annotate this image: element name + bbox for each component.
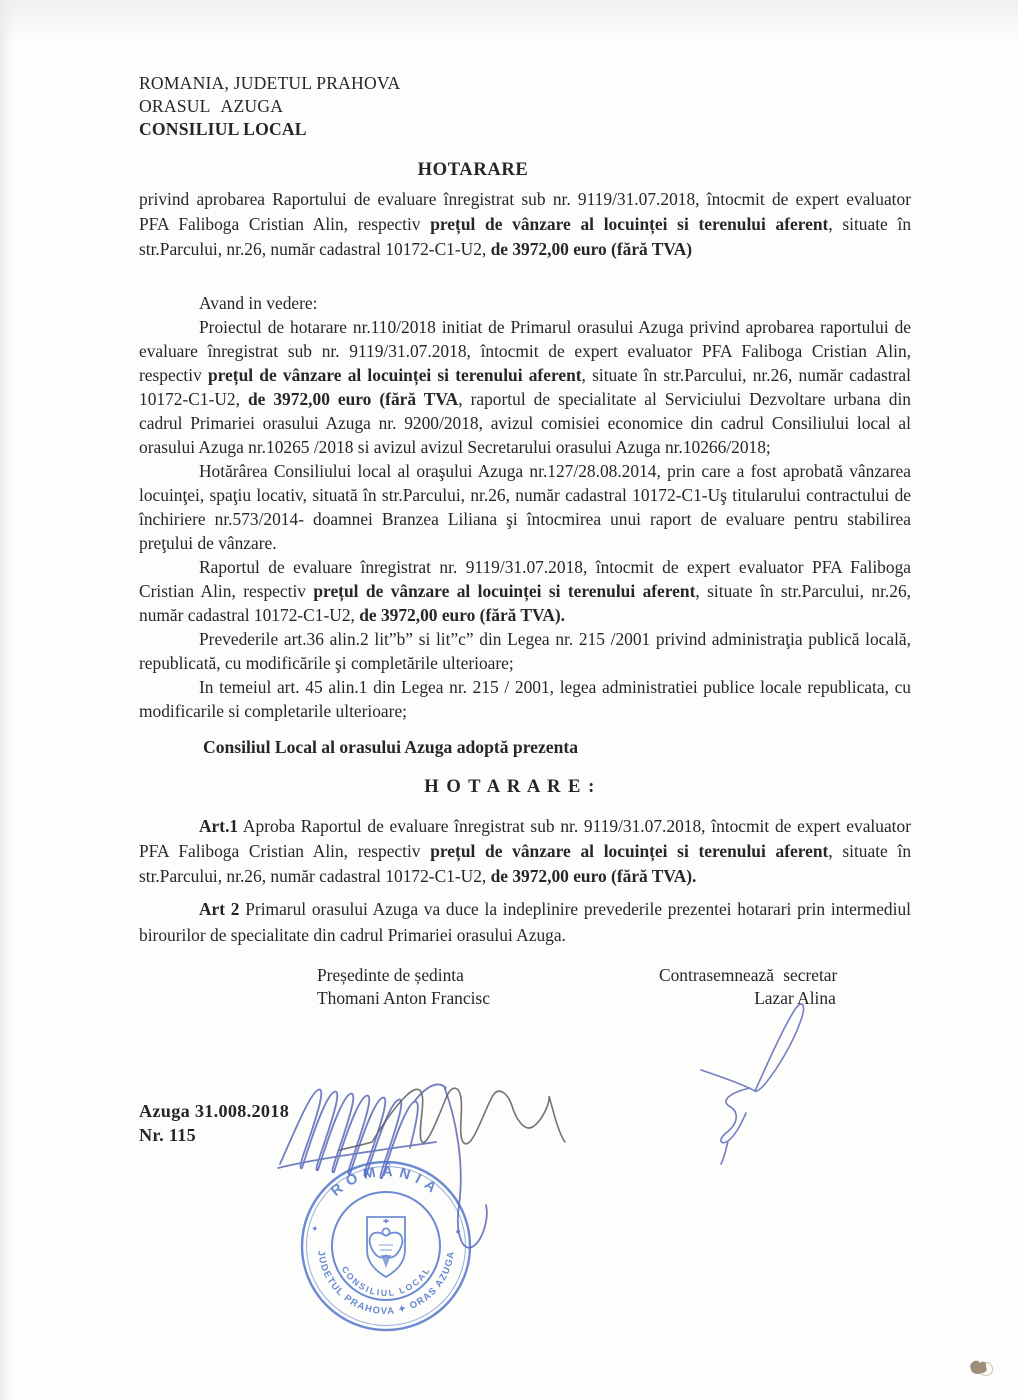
recital-text-bold: de 3972,00 euro (fără TVA <box>247 388 459 409</box>
recital-draft-decision <box>139 315 911 459</box>
recital-text-bold: de 3972,00 euro (fără TVA). <box>359 604 566 625</box>
article-text-bold: prețul de vânzare al locuinței si terenului aferent <box>430 841 829 862</box>
decision-heading: H O T A R A R E : <box>424 775 596 797</box>
secretary-signature-block <box>659 964 911 1011</box>
recital-text: Raportul de evaluare înregistrat nr. 9119/31.07.2018, întocmit de expert evaluator PFA Faliboga Cristian Alin, respectiv <box>139 556 911 601</box>
article-text: , situate în str.Parcului, nr.26, număr cadastral 10172-C1-U2, <box>139 841 912 887</box>
president-title: Președinte de ședinta <box>317 964 464 985</box>
recital-legal-basis <box>139 675 911 723</box>
recital-evaluation-report <box>139 555 911 627</box>
article-text: Primarul orasului Azuga va duce la indeplinire prevederile prezentei hotarari prin intermediul birourilor de specialitate din cadrul Primariei orasului Azuga. <box>139 899 911 945</box>
recital-text: Avand in vedere: <box>199 292 318 313</box>
letterhead-council: CONSILIUL LOCAL <box>139 119 307 139</box>
article-label: Art.1 <box>199 815 239 836</box>
scan-stain-artifact <box>962 1352 998 1386</box>
stamp-star-right: ✦ <box>451 1227 464 1237</box>
intro-seg-bold: prețul de vânzare al locuinței si terenului aferent <box>430 214 829 235</box>
stamp-second-ring <box>307 1167 466 1326</box>
recital-text: , raportul de specialitate al Serviciului Dezvoltare urbana din cadrul Primariei orasului Azuga nr. 9200/2018, avizul comisiei economice din cadrul Consiliului local al orasului Azuga nr.10265 /2018 si avizul avizul Secretarului orasului Azuga nr.10266/2018; <box>139 388 911 457</box>
president-signature-block <box>139 964 490 1011</box>
recital-text: Proiectul de hotarare nr.110/2018 initiat de Primarul orasului Azuga privind aprobarea raportului de evaluare înregistrat sub nr. 9119/31.07.2018, întocmit de expert evaluator PFA Faliboga Cristian Alin, respectiv <box>139 316 911 385</box>
article-label: Art 2 <box>199 899 240 920</box>
stamp-outer-ring <box>302 1162 470 1330</box>
adoption-line: Consiliul Local al orasului Azuga adoptă prezenta <box>203 736 579 757</box>
council-stamp <box>297 1157 475 1335</box>
article-1 <box>139 814 911 890</box>
intro-paragraph <box>139 187 911 263</box>
stamp-country-text: ROMÂNIA <box>328 1163 444 1200</box>
stamp-coat-of-arms <box>367 1217 405 1277</box>
svg-text:✦ <box>452 1227 463 1237</box>
recital-text: In temeiul art. 45 alin.1 din Legea nr. 215 / 2001, legea administratiei publice locale republicata, cu modificarile si completarile ulterioare; <box>139 676 911 721</box>
recital-council-decision <box>139 459 911 555</box>
document-title: HOTARARE <box>417 159 529 180</box>
secretary-title: Contrasemnează secretar <box>659 964 838 985</box>
svg-text:✦ <box>309 1223 321 1233</box>
letterhead-city: ORASUL AZUGA <box>139 96 284 116</box>
recital-text: , situate în str.Parcului, nr.26, număr cadastral 10172-C1-U2, <box>139 580 911 625</box>
secretary-name: Lazar Alina <box>754 988 836 1009</box>
stamp-inner-ring <box>332 1192 440 1300</box>
stamp-star-left: ✦ <box>309 1223 321 1234</box>
footer-place-date: Azuga 31.008.2018 <box>139 1100 290 1121</box>
intro-seg-bold: de 3972,00 euro (fără TVA) <box>490 239 693 260</box>
stamp-county-text: JUDETUL PRAHOVA ✦ ORAS AZUGA <box>315 1249 457 1318</box>
document-content <box>139 72 911 1147</box>
recital-text: , situate în str.Parcului, nr.26, număr cadastral 10172-C1-U2, <box>139 364 911 409</box>
recital-law-provisions <box>139 627 911 675</box>
recital-text: Prevederile art.36 alin.2 lit”b” si lit”c” din Legea nr. 215 /2001 privind administraţia publică locală, republicată, cu modificările şi completările ulterioare; <box>139 628 911 673</box>
footer-number: Nr. 115 <box>139 1124 197 1145</box>
intro-seg: privind aprobarea Raportului de evaluare înregistrat sub nr. 9119/31.07.2018, întocmit de expert evaluator PFA Faliboga Cristian Alin, respectiv <box>139 189 911 235</box>
recital-text-bold: prețul de vânzare al locuinței si terenului aferent <box>313 580 696 601</box>
article-2 <box>139 897 911 947</box>
recital-text: Hotărârea Consiliului local al oraşului Azuga nr.127/28.08.2014, prin care a fost aprobată vânzarea locuinţei, spaţiu locativ, situată în str.Parcului, nr.26, număr cadastral 10172-C1-Uş titularului contractului de închiriere nr.573/2014- doamnei Branzea Liliana şi întocmirea unui raport de evaluare pentru stabilirea preţului de vânzare. <box>139 460 911 553</box>
article-text-bold: de 3972,00 euro (fără TVA). <box>490 866 697 887</box>
svg-text:CONSILIUL LOCAL <box>340 1264 433 1298</box>
recital-having-regard <box>139 291 911 315</box>
svg-text:ROMÂNIA <box>328 1162 444 1200</box>
article-text: Aproba Raportul de evaluare înregistrat sub nr. 9119/31.07.2018, întocmit de expert evaluator PFA Faliboga Cristian Alin, respectiv <box>139 815 911 862</box>
signature-row <box>139 964 911 1011</box>
recitals-block <box>139 291 911 723</box>
stamp-council-text: CONSILIUL LOCAL <box>339 1264 433 1299</box>
footer-block <box>139 1099 911 1147</box>
intro-seg: , situate în str.Parcului, nr.26, număr cadastral 10172-C1-U2, <box>139 214 912 260</box>
recital-text-bold: prețul de vânzare al locuinței si terenului aferent <box>207 364 582 385</box>
letterhead-country: ROMANIA, JUDETUL PRAHOVA <box>139 73 401 93</box>
president-name: Thomani Anton Francisc <box>317 988 490 1009</box>
letterhead <box>139 72 911 141</box>
svg-text:JUDETUL PRAHOVA ✦ ORAS AZUGA <box>315 1250 457 1317</box>
